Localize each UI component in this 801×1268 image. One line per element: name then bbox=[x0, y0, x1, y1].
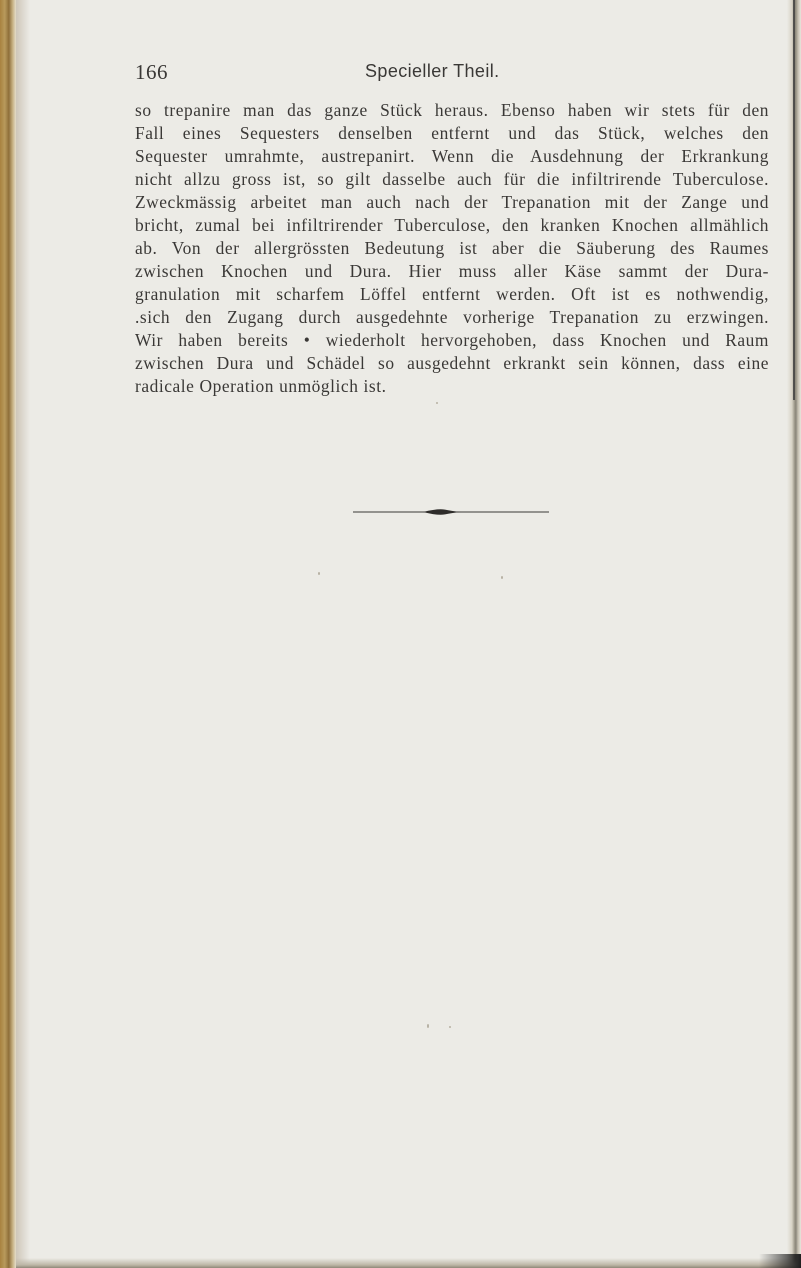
text-line: nicht allzu gross ist, so gilt dasselbe auch für die infiltrirende Tuberculose. bbox=[135, 169, 769, 189]
end-ornament-rule bbox=[353, 505, 549, 519]
text-line: Sequester umrahmte, austrepanirt. Wenn die Ausdehnung der Erkrankung bbox=[135, 146, 769, 166]
page-number: 166 bbox=[135, 60, 168, 84]
text-line: zwischen Knochen und Dura. Hier muss aller Käse sammt der Dura- bbox=[135, 261, 769, 281]
text-line: zwischen Dura und Schädel so ausgedehnt erkrankt sein können, dass eine bbox=[135, 353, 769, 373]
text-line: granulation mit scharfem Löffel entfernt werden. Oft ist es nothwendig, bbox=[135, 284, 769, 304]
running-head: Specieller Theil. bbox=[365, 61, 500, 81]
text-line: bricht, zumal bei infiltrirender Tuberculose, den kranken Knochen allmählich bbox=[135, 215, 769, 235]
page-bottom-edge bbox=[16, 1258, 801, 1268]
text-line: Zweckmässig arbeitet man auch nach der Trepanation mit der Zange und bbox=[135, 192, 769, 212]
text-line: Wir haben bereits • wiederholt hervorgehoben, dass Knochen und Raum bbox=[135, 330, 769, 350]
text-line: so trepanire man das ganze Stück heraus. Ebenso haben wir stets für den bbox=[135, 100, 769, 120]
page-edge-line bbox=[793, 0, 795, 400]
page-corner-shadow bbox=[759, 1254, 801, 1268]
text-line: .sich den Zugang durch ausgedehnte vorherige Trepanation zu erzwingen. bbox=[135, 307, 769, 327]
text-line: ab. Von der allergrössten Bedeutung ist aber die Säuberung des Raumes bbox=[135, 238, 769, 258]
text-line: radicale Operation unmöglich ist. bbox=[135, 376, 387, 396]
text-line: Fall eines Sequesters denselben entfernt und das Stück, welches den bbox=[135, 123, 769, 143]
body-paragraph bbox=[135, 99, 769, 398]
page-edge-line-lower bbox=[796, 400, 797, 1260]
gutter-shadow bbox=[16, 0, 30, 1268]
binding-gutter bbox=[0, 0, 16, 1268]
